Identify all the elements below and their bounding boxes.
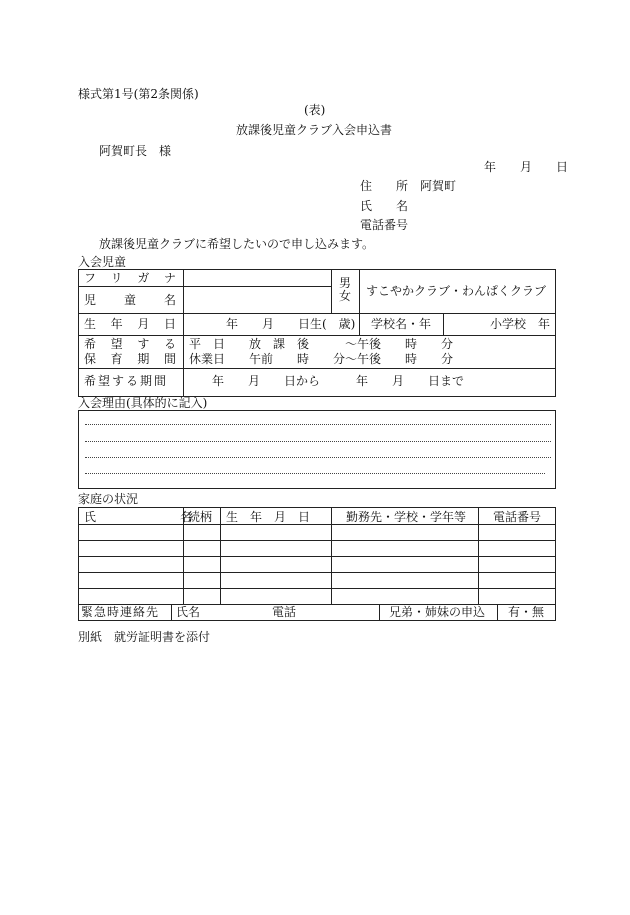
holiday-hours: 休業日 午前 時 分～午後 時 分	[189, 352, 454, 366]
club-options: すこやかクラブ・わんぱくクラブ	[366, 284, 547, 298]
reason-heading: 入会理由(具体的に記入)	[78, 396, 208, 410]
addressee: 阿賀町長 様	[99, 144, 172, 158]
page-title: 放課後児童クラブ入会申込書	[236, 123, 393, 137]
col-header-work: 勤務先・学校・学年等	[346, 510, 467, 524]
address-label: 住 所	[360, 179, 409, 193]
col-header-relation: 続柄	[188, 510, 213, 524]
school-value: 小学校 年	[490, 317, 551, 331]
form-number: 様式第1号(第2条関係)	[78, 87, 199, 101]
emergency-name-label: 氏名	[176, 605, 201, 619]
child-section-heading: 入会児童	[78, 255, 127, 269]
date-line: 年 月 日	[484, 160, 575, 174]
col-header-phone: 電話番号	[493, 510, 542, 524]
furigana-label: フ リ ガ ナ	[84, 271, 176, 285]
reason-line	[85, 441, 551, 442]
desired-term-value: 年 月 日から 年 月 日まで	[212, 374, 465, 388]
school-label: 学校名・年	[371, 317, 432, 331]
reason-box[interactable]	[78, 410, 556, 489]
emergency-phone-label: 電話	[272, 605, 297, 619]
address-value: 阿賀町	[420, 179, 457, 193]
side-label: (表)	[304, 103, 326, 117]
desired-term-label: 希望する期間	[84, 374, 169, 388]
phone-label: 電話番号	[360, 218, 409, 232]
period-label-line-2: 保 育 期 間	[84, 352, 176, 366]
weekday-hours: 平 日 放 課 後 ～午後 時 分	[189, 337, 454, 351]
birth-label: 生 年 月 日	[84, 317, 176, 331]
intro-text: 放課後児童クラブに希望したいので申し込みます。	[99, 237, 375, 251]
attachment-note: 別紙 就労証明書を添付	[78, 630, 211, 644]
reason-line	[85, 457, 551, 458]
reason-line	[85, 473, 545, 474]
gender-label: 男女	[339, 276, 352, 303]
child-name-label: 児 童 名	[84, 293, 176, 307]
family-heading: 家庭の状況	[78, 492, 139, 506]
col-header-birth: 生 年 月 日	[226, 510, 311, 524]
reason-line	[85, 424, 551, 425]
period-label-line-1: 希 望 す る	[84, 337, 176, 351]
sibling-label: 兄弟・姉妹の申込	[389, 605, 486, 619]
name-label: 氏 名	[360, 199, 409, 213]
col-header-name: 氏 名	[84, 510, 193, 524]
sibling-value: 有・無	[508, 605, 545, 619]
emergency-label: 緊急時連絡先	[81, 605, 160, 619]
birth-value: 年 月 日生( 歳)	[226, 317, 356, 331]
